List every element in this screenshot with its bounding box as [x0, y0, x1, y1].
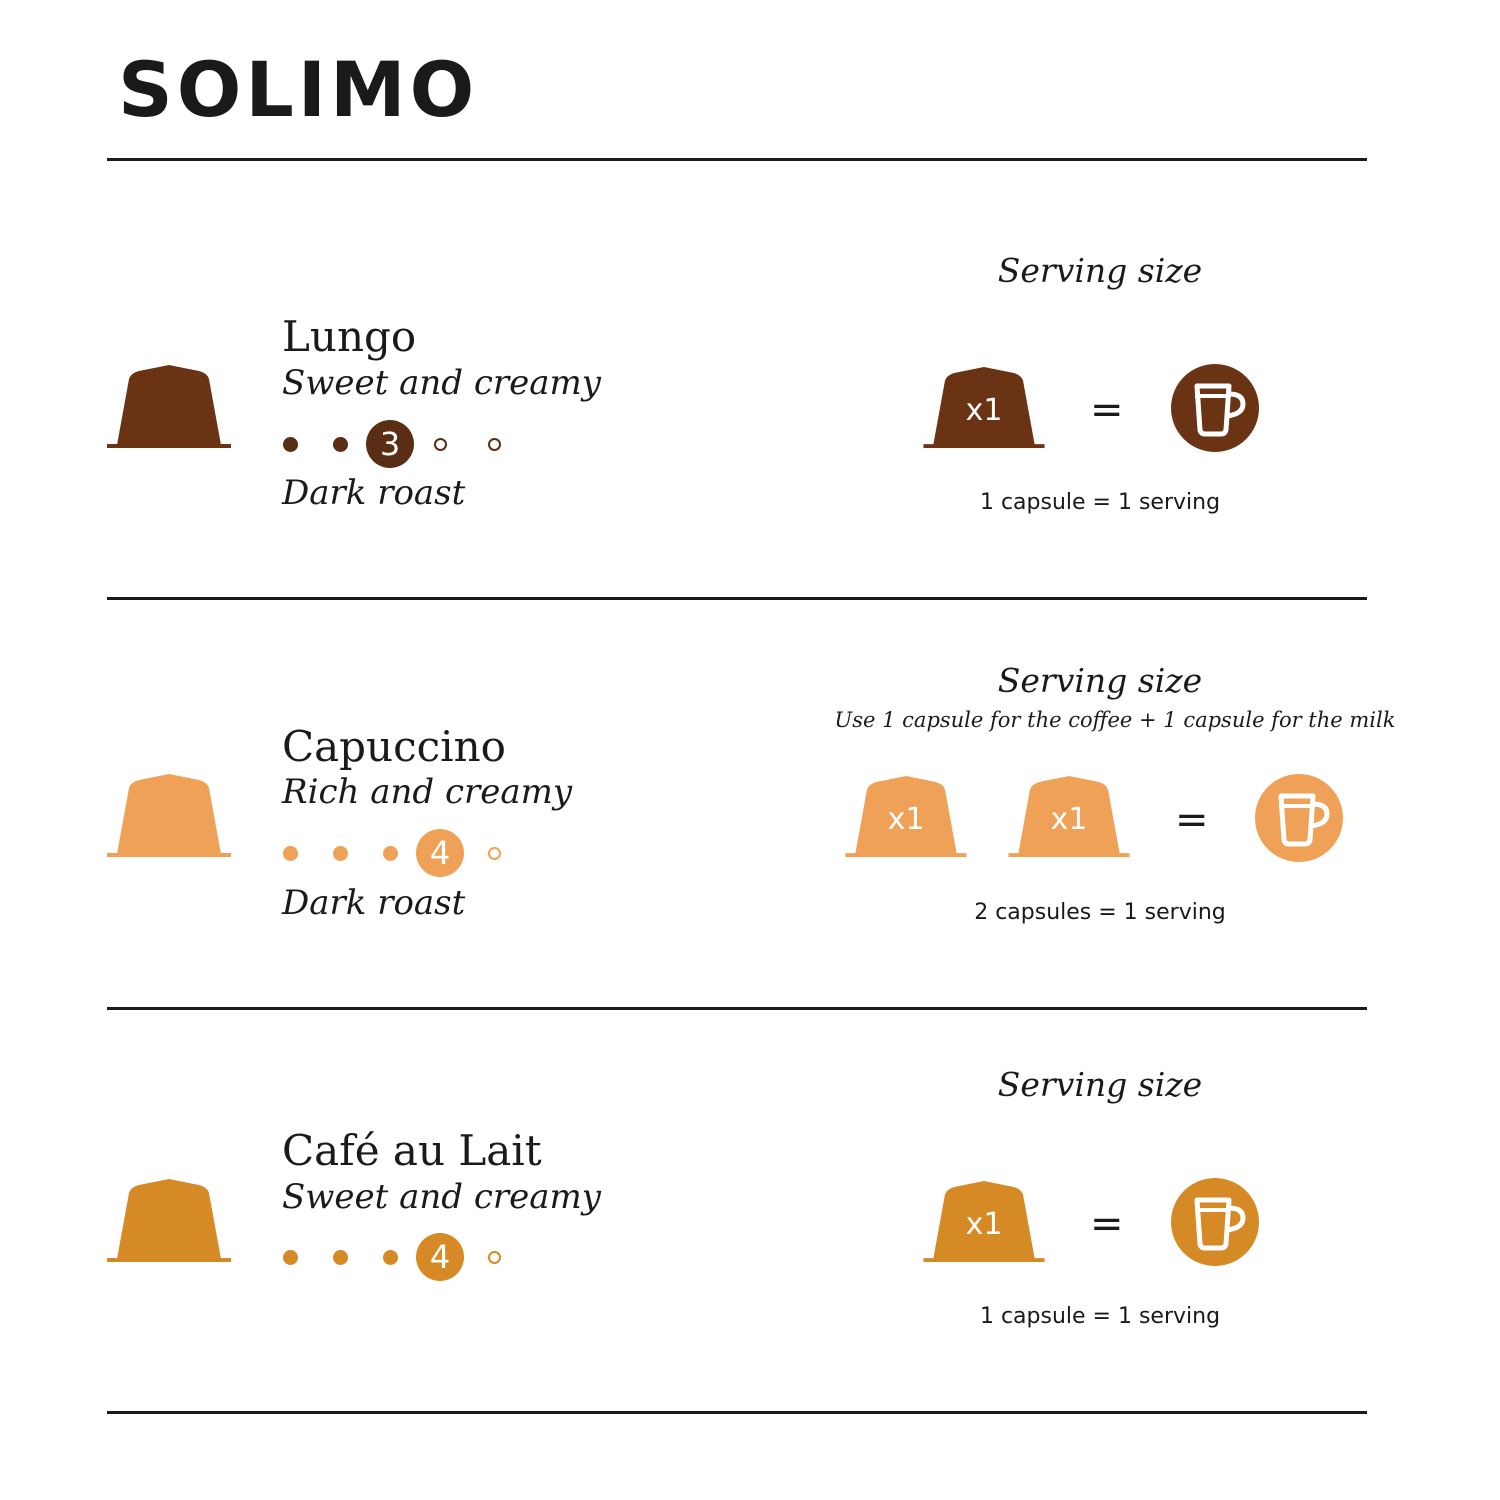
intensity-dot	[283, 437, 298, 452]
coffee-capsule-icon	[107, 1179, 231, 1263]
serving-note: 1 capsule = 1 serving	[979, 1304, 1221, 1329]
product-tagline: Sweet and creamy	[282, 363, 601, 403]
intensity-level-badge: 4	[416, 829, 464, 877]
serving-note: 1 capsule = 1 serving	[979, 490, 1221, 515]
intensity-dot	[383, 846, 398, 861]
intensity-dot	[283, 1250, 298, 1265]
capsule-count: x1	[965, 393, 1003, 428]
intensity-scale	[278, 1232, 518, 1282]
equals-sign: =	[1175, 797, 1209, 843]
serving-capsule	[843, 776, 969, 858]
serving-size-title: Serving size	[997, 661, 1203, 700]
capsule-count: x1	[965, 1207, 1003, 1242]
serving-size-subtitle: Use 1 capsule for the coffee + 1 capsule for the milk	[834, 708, 1396, 732]
intensity-dot-empty	[488, 1251, 501, 1264]
coffee-capsule-icon	[107, 774, 231, 858]
serving-note: 2 capsules = 1 serving	[974, 900, 1226, 925]
intensity-scale	[278, 419, 518, 469]
product-name: Café au Lait	[282, 1126, 542, 1175]
product-tagline: Rich and creamy	[282, 772, 573, 812]
roast-level: Dark roast	[282, 883, 466, 923]
equals-sign: =	[1090, 387, 1124, 433]
product-name: Capuccino	[282, 722, 506, 771]
capsule-count: x1	[887, 802, 925, 837]
capsule-count: x1	[1050, 802, 1088, 837]
intensity-dot-empty	[434, 438, 447, 451]
divider	[107, 597, 1367, 600]
serving-capsule	[1006, 776, 1132, 858]
equals-sign: =	[1090, 1201, 1124, 1247]
solimo-logo: SOLIMO	[118, 45, 479, 134]
intensity-level-badge: 3	[366, 420, 414, 468]
intensity-dot	[333, 1250, 348, 1265]
coffee-cup-icon	[1255, 774, 1343, 862]
intensity-dot	[333, 846, 348, 861]
roast-level: Dark roast	[282, 473, 466, 513]
product-name: Lungo	[282, 312, 417, 361]
product-tagline: Sweet and creamy	[282, 1177, 601, 1217]
serving-size-title: Serving size	[997, 251, 1203, 290]
serving-capsule	[921, 1181, 1047, 1263]
intensity-dot	[383, 1250, 398, 1265]
divider	[107, 1411, 1367, 1414]
intensity-dot	[283, 846, 298, 861]
divider	[107, 1007, 1367, 1010]
intensity-dot-empty	[488, 847, 501, 860]
serving-size-title: Serving size	[997, 1065, 1203, 1104]
intensity-scale	[278, 828, 518, 878]
intensity-dot	[333, 437, 348, 452]
intensity-level-badge: 4	[416, 1233, 464, 1281]
coffee-cup-icon	[1171, 1178, 1259, 1266]
intensity-dot-empty	[488, 438, 501, 451]
